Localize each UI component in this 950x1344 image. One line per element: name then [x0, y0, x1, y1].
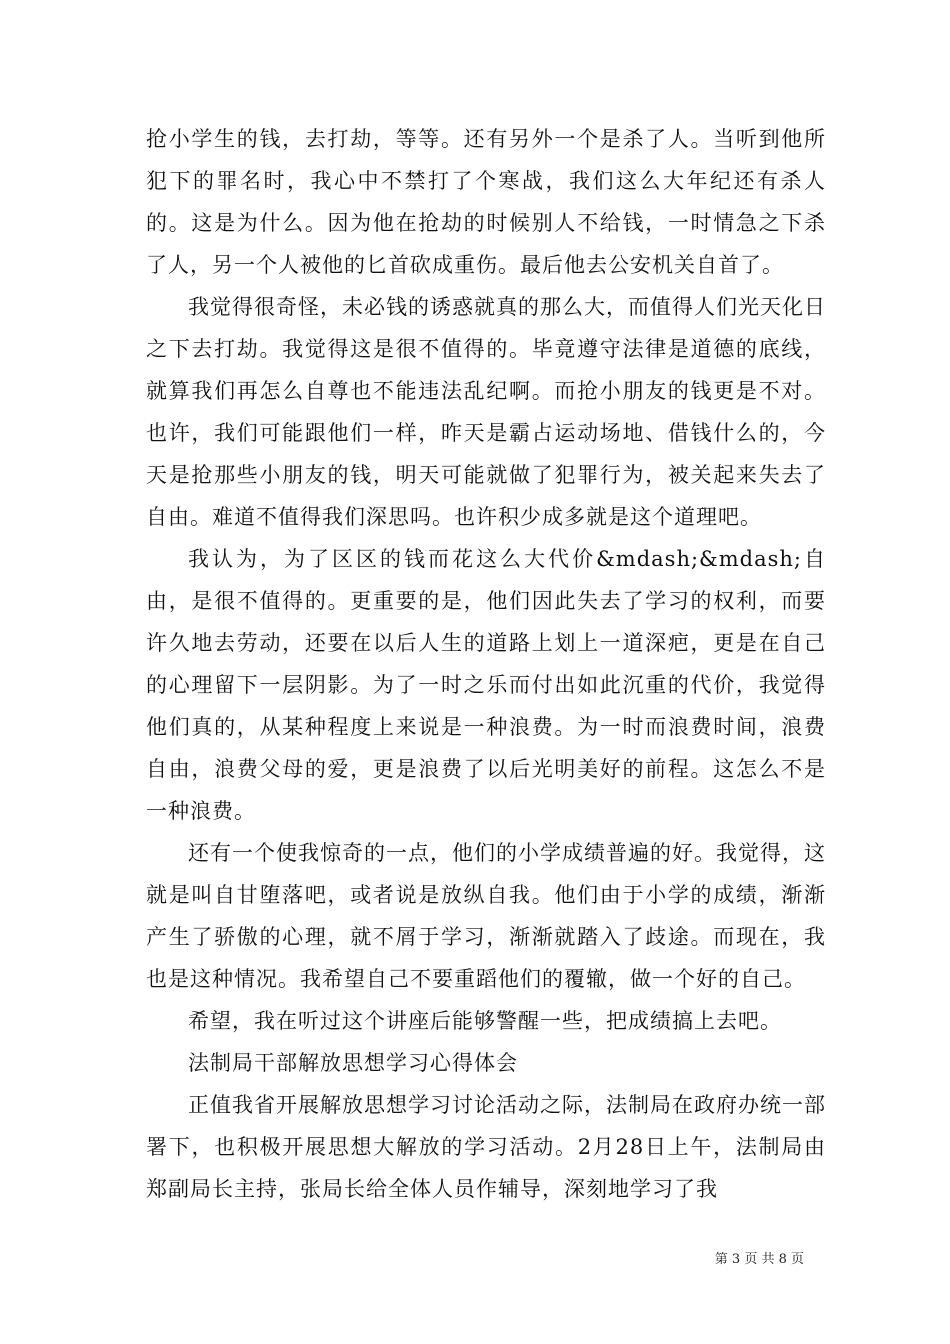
- paragraph-1: 抢小学生的钱，去打劫，等等。还有另外一个是杀了人。当听到他所犯下的罪名时，我心中不禁打了个寒战，我们这么大年纪还有杀人的。这是为什么。因为他在抢劫的时候别人不给钱，一时情急之下杀了人，另一个人被他的匕首砍成重伤。最后他去公安机关自首了。: [146, 127, 826, 277]
- page-number-footer: 第 3 页 共 8 页: [714, 1252, 804, 1267]
- paragraph-2: 我觉得很奇怪，未必钱的诱惑就真的那么大，而值得人们光天化日之下去打劫。我觉得这是很不值得的。毕竟遵守法律是道德的底线，就算我们再怎么自尊也不能违法乱纪啊。而抢小朋友的钱更是不对。也许，我们可能跟他们一样，昨天是霸占运动场地、借钱什么的，今天是抢那些小朋友的钱，明天可能就做了犯罪行为，被关起来失去了自由。难道不值得我们深思吗。也许积少成多就是这个道理吧。: [146, 295, 826, 529]
- paragraph-3: 我认为，为了区区的钱而花这么大代价&mdash;&mdash;自由，是很不值得的。更重要的是，他们因此失去了学习的权利，而要许久地去劳动，还要在以后人生的道路上划上一道深疤，更是在自己的心理留下一层阴影。为了一时之乐而付出如此沉重的代价，我觉得他们真的，从某种程度上来说是一种浪费。为一时而浪费时间，浪费自由，浪费父母的爱，更是浪费了以后光明美好的前程。这怎么不是一种浪费。: [146, 547, 826, 823]
- paragraph-4: 还有一个使我惊奇的一点，他们的小学成绩普遍的好。我觉得，这就是叫自甘堕落吧，或者说是放纵自我。他们由于小学的成绩，渐渐产生了骄傲的心理，就不屑于学习，渐渐就踏入了歧途。而现在，我也是这种情况。我希望自己不要重蹈他们的覆辙，做一个好的自己。: [146, 841, 826, 991]
- paragraph-7: 正值我省开展解放思想学习讨论活动之际，法制局在政府办统一部署下，也积极开展思想大解放的学习活动。2月28日上午，法制局由郑副局长主持，张局长给全体人员作辅导，深刻地学习了我: [146, 1093, 826, 1201]
- section-heading: 法制局干部解放思想学习心得体会: [188, 1051, 518, 1075]
- paragraph-5: 希望，我在听过这个讲座后能够警醒一些，把成绩搞上去吧。: [188, 1009, 782, 1033]
- document-body: [146, 118, 826, 1210]
